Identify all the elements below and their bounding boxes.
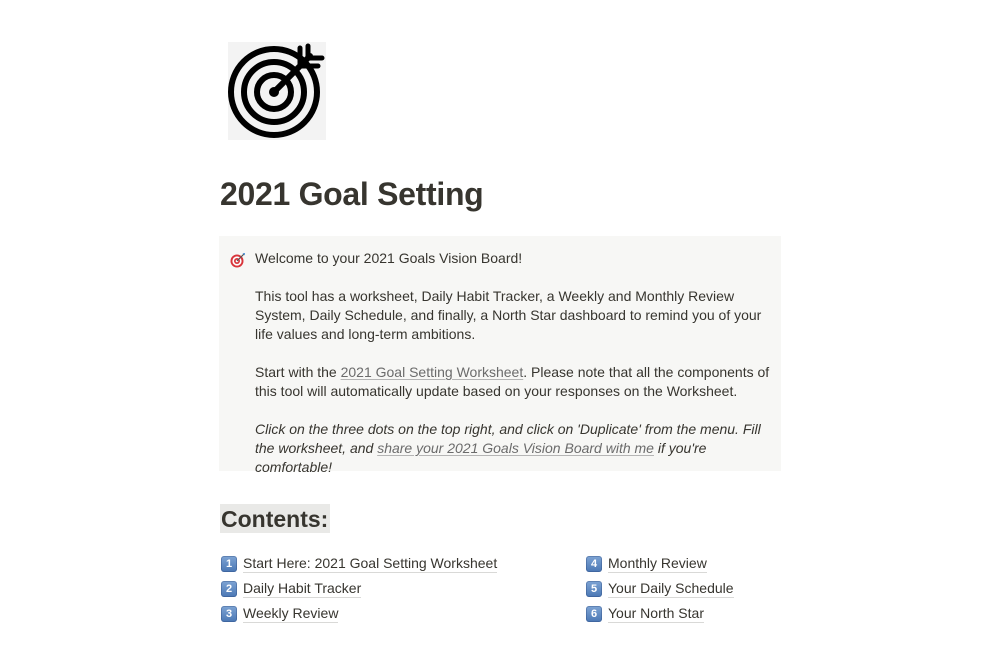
toc-item-label: Your North Star (608, 605, 704, 621)
start-paragraph (255, 363, 771, 401)
number-1-icon: 1 (221, 556, 237, 572)
toc-item-daily-schedule[interactable] (586, 580, 734, 598)
instructions-prefix: Click on the three dots on the top right, and click on 'Duplicate' from the menu. Fill the worksheet, and (255, 421, 761, 456)
number-5-icon: 5 (586, 581, 602, 597)
page-title[interactable]: 2021 Goal Setting (220, 176, 484, 212)
toc-item-label: Monthly Review (608, 555, 707, 571)
number-4-icon: 4 (586, 556, 602, 572)
toc-item-daily-habit-tracker[interactable] (221, 580, 361, 598)
contents-heading[interactable]: Contents: (221, 506, 329, 532)
goal-setting-worksheet-link[interactable]: 2021 Goal Setting Worksheet (340, 364, 524, 380)
share-vision-board-link[interactable]: share your 2021 Goals Vision Board with me (377, 440, 654, 456)
instructions-paragraph (255, 420, 771, 477)
welcome-text: Welcome to your 2021 Goals Vision Board! (255, 250, 523, 266)
welcome-callout (219, 236, 781, 475)
toc-item-north-star[interactable] (586, 605, 704, 623)
toc-item-weekly-review[interactable] (221, 605, 338, 623)
toc-item-label: Weekly Review (243, 605, 339, 621)
toc-item-label: Daily Habit Tracker (243, 580, 362, 596)
toc-item-label: Start Here: 2021 Goal Setting Worksheet (243, 555, 498, 571)
start-prefix: Start with the (255, 364, 341, 380)
toc-item-label: Your Daily Schedule (608, 580, 734, 596)
toc-item-monthly-review[interactable] (586, 555, 707, 573)
bullseye-target-icon (228, 42, 326, 140)
page-icon-bullseye-target-icon[interactable] (228, 42, 326, 140)
callout-body (255, 249, 771, 477)
tool-description: This tool has a worksheet, Daily Habit Tracker, a Weekly and Monthly Review System, Daily Schedule, and finally, a North Star dashboard to remind you of your life values and long-term ambitions. (255, 288, 762, 342)
toc-item-goal-setting-worksheet[interactable] (221, 555, 497, 573)
start-suffix: . Please note that all the components of this tool will automatically update based on your responses on the Worksheet. (255, 364, 770, 399)
callout-bullseye-target-icon[interactable] (230, 252, 246, 268)
number-3-icon: 3 (221, 606, 237, 622)
number-2-icon: 2 (221, 581, 237, 597)
bullseye-target-icon (230, 252, 246, 268)
number-6-icon: 6 (586, 606, 602, 622)
instructions-suffix: if you're comfortable! (255, 440, 707, 475)
